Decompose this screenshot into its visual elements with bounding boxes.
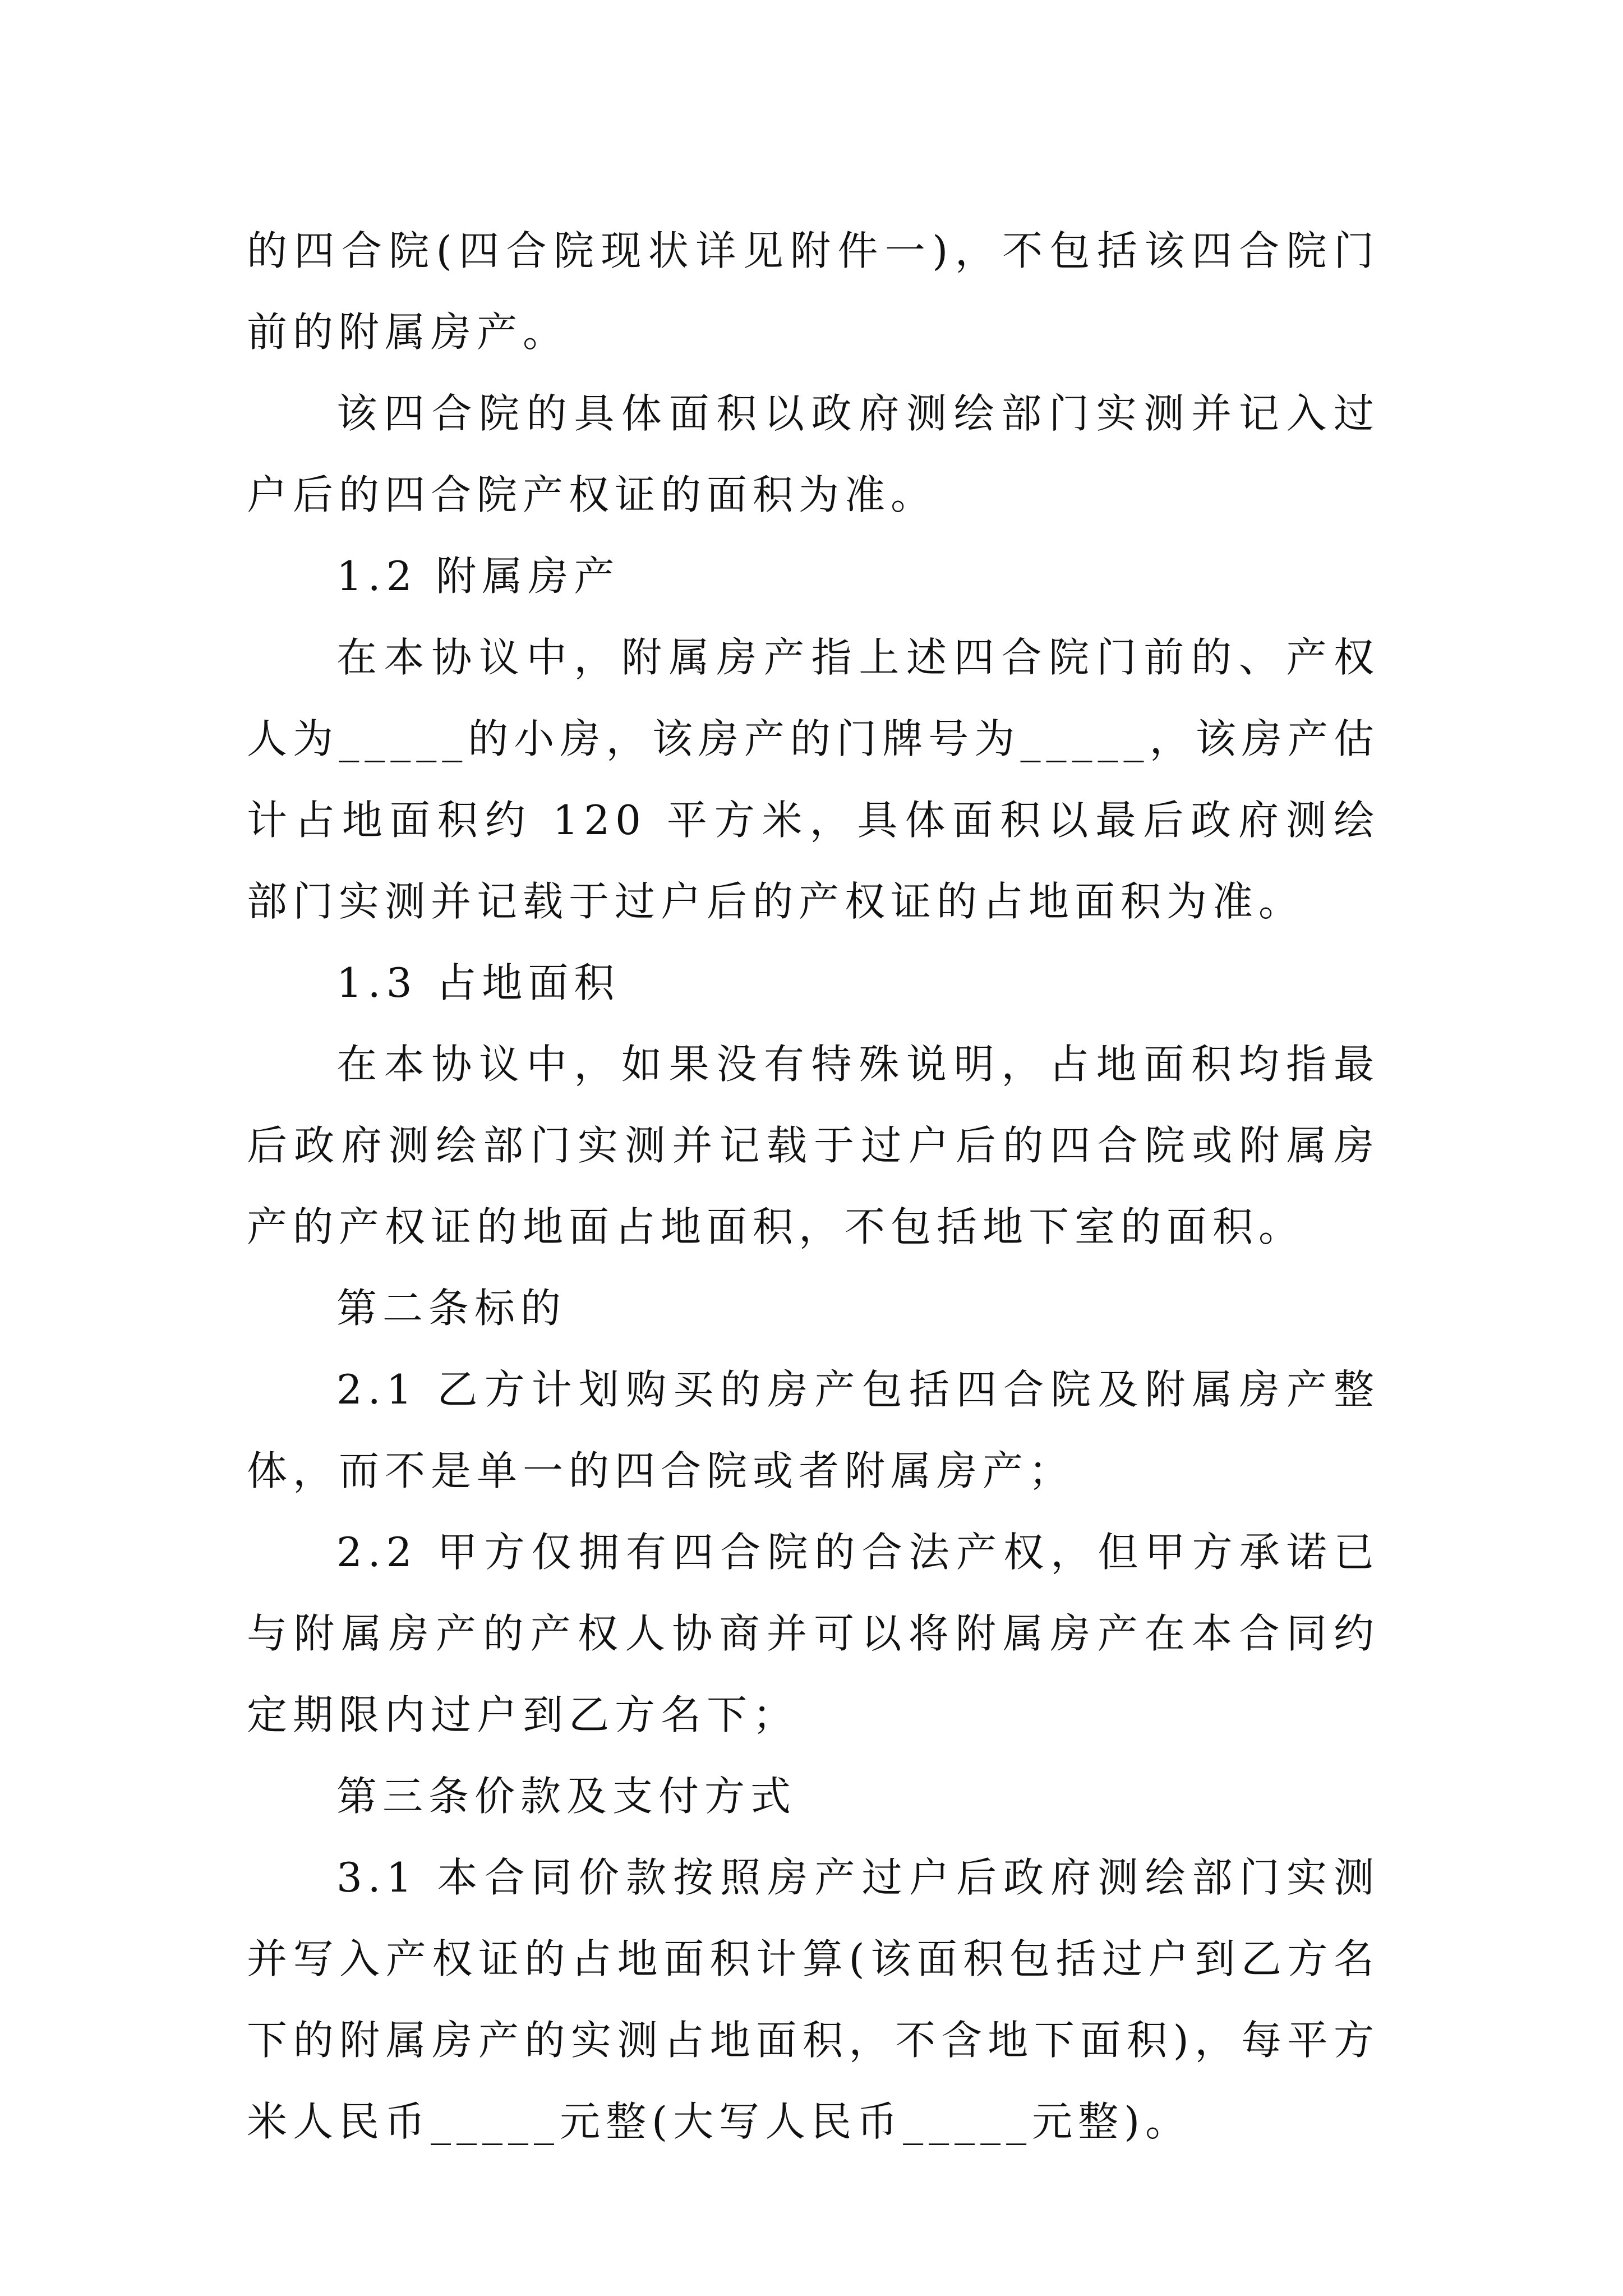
heading-1-3-land-area: 1.3 占地面积 — [336, 959, 620, 1006]
paragraph-courtyard-scope: 的四合院(四合院现状详见附件一)，不包括该四合院门前的附属房产。 — [247, 227, 1380, 356]
heading-1-2-attached-property: 1.2 附属房产 — [336, 553, 620, 600]
paragraph-land-area-definition: 在本协议中，如果没有特殊说明，占地面积均指最后政府测绘部门实测并记载于过户后的四合院或附属房产的产权证的地面占地面积，不包括地下室的面积。 — [247, 1041, 1380, 1250]
paragraph-courtyard-area: 该四合院的具体面积以政府测绘部门实测并记入过户后的四合院产权证的面积为准。 — [247, 390, 1380, 518]
heading-article-3: 第三条价款及支付方式 — [336, 1773, 797, 1820]
heading-article-2: 第二条标的 — [336, 1285, 567, 1332]
paragraph-2-1: 2.1 乙方计划购买的房产包括四合院及附属房产整体，而不是单一的四合院或者附属房产； — [247, 1366, 1380, 1494]
paragraph-attached-property-definition: 在本协议中，附属房产指上述四合院门前的、产权人为_____的小房，该房产的门牌号为_____，该房产估计占地面积约 120 平方米，具体面积以最后政府测绘部门实测并记载于过户后的产权证的占地面积为准。 — [247, 634, 1380, 925]
paragraph-3-1: 3.1 本合同价款按照房产过户后政府测绘部门实测并写入产权证的占地面积计算(该面积包括过户到乙方名下的附属房产的实测占地面积，不含地下面积)，每平方米人民币_____元整(大写人民币_____元整)。 — [247, 1854, 1380, 2145]
paragraph-2-2: 2.2 甲方仅拥有四合院的合法产权，但甲方承诺已与附属房产的产权人协商并可以将附属房产在本合同约定期限内过户到乙方名下； — [247, 1529, 1380, 1738]
document-body — [247, 210, 1380, 2162]
